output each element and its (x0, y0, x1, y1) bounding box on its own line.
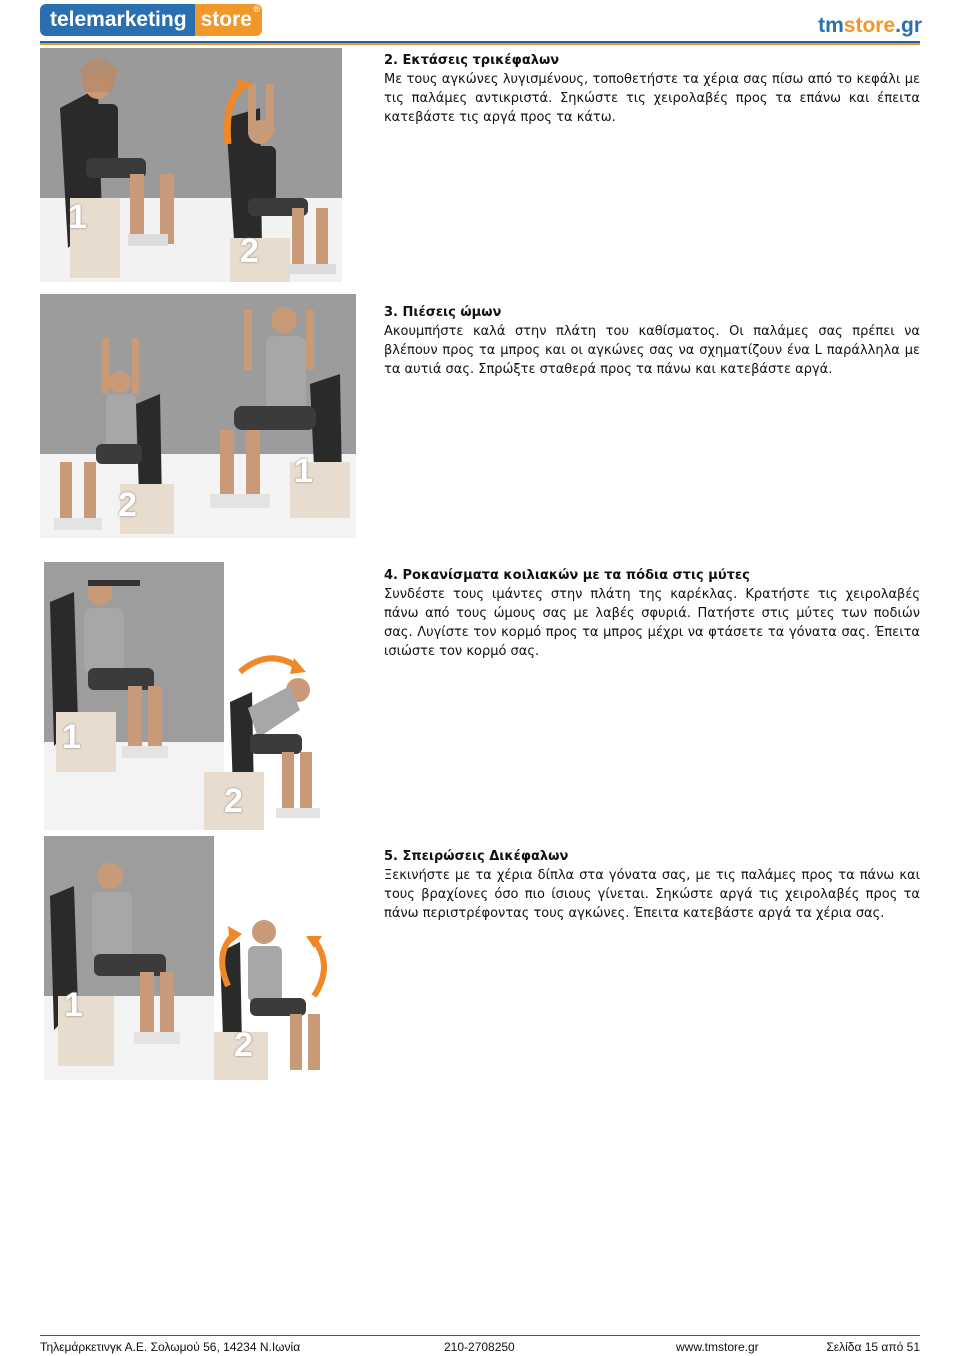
step-number-1: 1 (68, 198, 87, 236)
exercise-2-text (384, 51, 920, 127)
exercise-4-text (384, 566, 920, 661)
exercise-4-description: Συνδέστε τους ιμάντες στην πλάτη της καρέκλας. Κρατήστε τις χειρολαβές πάνω από τους ώμους σας με λαβές σφυριά. Πατήστε στις μύτες των ποδιών σας. Λυγίστε τον κορμό προς τα μπρος μέχρι να φτάσετε τα γόνατα σας. Έπειτα ισιώστε τον κορμό σας. (384, 587, 920, 659)
exercise-5-title: 5. Σπειρώσεις Δικέφαλων (384, 849, 569, 864)
step-number-1: 1 (294, 452, 313, 490)
exercise-2-photo (40, 48, 342, 282)
footer-website[interactable]: www.tmstore.gr (676, 1340, 759, 1354)
tmstore-logo: tmstore.gr (818, 14, 922, 37)
exercise-3-title: 3. Πιέσεις ώμων (384, 305, 502, 320)
exercise-4-title: 4. Ροκανίσματα κοιλιακών με τα πόδια στις μύτες (384, 568, 750, 583)
step-number-2: 2 (240, 232, 259, 270)
exercise-2-description: Με τους αγκώνες λυγισμένους, τοποθετήστε τα χέρια σας πίσω από το κεφάλι με τις παλάμες αντικριστά. Σηκώστε τις χειρολαβές προς τα επάνω και έπειτα κατεβάστε τις αργά προς τα κάτω. (384, 72, 920, 125)
footer-divider (40, 1335, 920, 1336)
telemarketing-store-logo (40, 4, 262, 36)
exercise-3-photo (40, 294, 356, 538)
exercise-4-photo (44, 562, 352, 830)
exercise-5-photo (44, 836, 334, 1080)
footer-company: Τηλεμάρκετινγκ Α.Ε. Σολωμού 56, 14234 Ν.Ιωνία (40, 1340, 301, 1354)
footer-phone: 210-2708250 (444, 1340, 515, 1354)
exercise-3-text (384, 303, 920, 379)
logo-text-telemarketing: telemarketing (40, 4, 195, 36)
step-number-2: 2 (118, 486, 137, 524)
exercise-5-description: Ξεκινήστε με τα χέρια δίπλα στα γόνατα σας, με τις παλάμες προς τα πάνω και τους βραχίονες όσο πιο ίσιους γίνεται. Σηκώστε αργά τις χειρολαβές προς τα πάνω περιστρέφοντας τους αγκώνες. Έπειτα κατεβάστε αργά τα χέρια σας. (384, 868, 920, 921)
exercise-5-text (384, 847, 920, 923)
exercise-3-description: Ακουμπήστε καλά στην πλάτη του καθίσματος. Οι παλάμες σας πρέπει να βλέπουν προς τα μπρος και οι αγκώνες σας να σχηματίζουν ένα L παράλληλα με τα αυτιά σας. Σπρώξτε σταθερά προς τα πάνω και κατεβάστε αργά. (384, 324, 920, 377)
header-divider (40, 41, 920, 45)
logo-text-store: store ® (195, 4, 262, 36)
registered-mark: ® (253, 4, 260, 14)
exercise-2-title: 2. Εκτάσεις τρικέφαλων (384, 53, 560, 68)
footer-page-number: Σελίδα 15 από 51 (826, 1340, 920, 1354)
step-number-2: 2 (234, 1026, 253, 1064)
step-number-1: 1 (64, 986, 83, 1024)
step-number-1: 1 (62, 718, 81, 756)
step-number-2: 2 (224, 782, 243, 820)
